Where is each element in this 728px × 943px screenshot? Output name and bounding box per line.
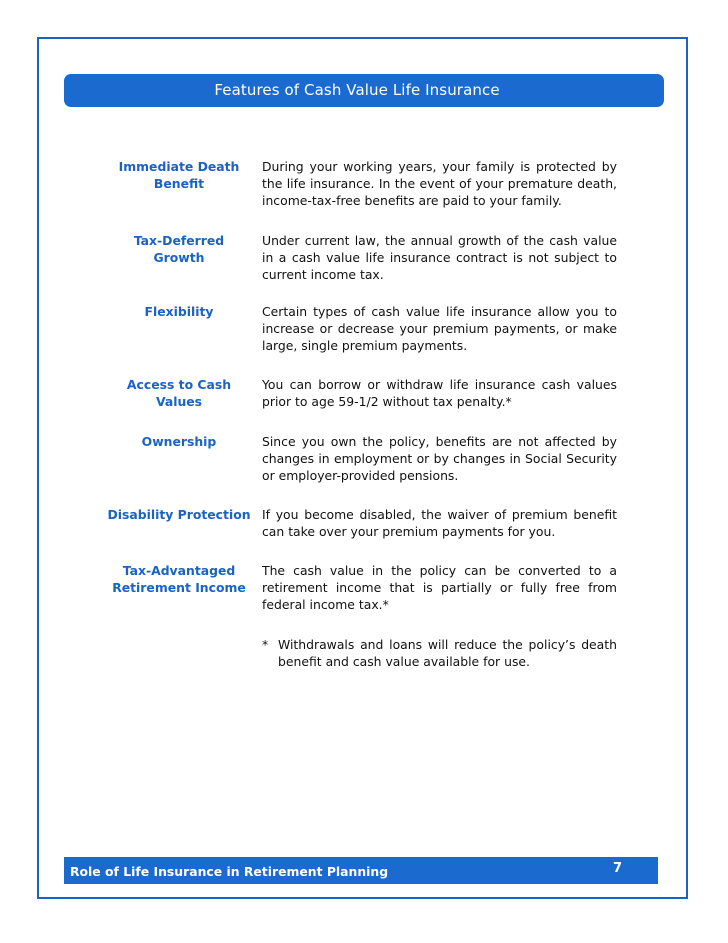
footnote xyxy=(262,636,617,670)
section-title-bar xyxy=(64,74,664,107)
feature-description: Certain types of cash value life insurance allow you to increase or decrease your premium payments, or make large, single premium payments. xyxy=(262,304,617,353)
footnote-marker: * xyxy=(262,637,269,652)
feature-description: During your working years, your family is protected by the life insurance. In the event of your premature death, income-tax-free benefits are paid to your family. xyxy=(262,159,617,208)
footer-title: Role of Life Insurance in Retirement Planning xyxy=(70,864,389,879)
page-number: 7 xyxy=(612,861,622,876)
feature-label: Access to Cash Values xyxy=(126,377,232,409)
feature-label: Immediate Death Benefit xyxy=(118,159,240,191)
feature-label: Ownership xyxy=(141,434,217,449)
feature-label: Tax-Advantaged Retirement Income xyxy=(112,563,246,595)
feature-description: Since you own the policy, benefits are not affected by changes in employment or by changes in Social Security or employer-provided pensions. xyxy=(262,434,617,483)
footnote-text: Withdrawals and loans will reduce the policy’s death benefit and cash value available for use. xyxy=(278,637,617,669)
feature-description: The cash value in the policy can be converted to a retirement income that is partially or fully free from federal income tax.* xyxy=(262,563,617,612)
feature-description: If you become disabled, the waiver of premium benefit can take over your premium payments for you. xyxy=(262,507,617,539)
feature-label: Disability Protection xyxy=(107,507,251,522)
feature-description: You can borrow or withdraw life insurance cash values prior to age 59-1/2 without tax penalty.* xyxy=(262,377,617,409)
feature-label: Tax-Deferred Growth xyxy=(133,233,225,265)
feature-description: Under current law, the annual growth of the cash value in a cash value life insurance contract is not subject to current income tax. xyxy=(262,233,617,282)
feature-label: Flexibility xyxy=(144,304,214,319)
section-title: Features of Cash Value Life Insurance xyxy=(214,81,500,99)
footer-bar xyxy=(64,857,658,884)
